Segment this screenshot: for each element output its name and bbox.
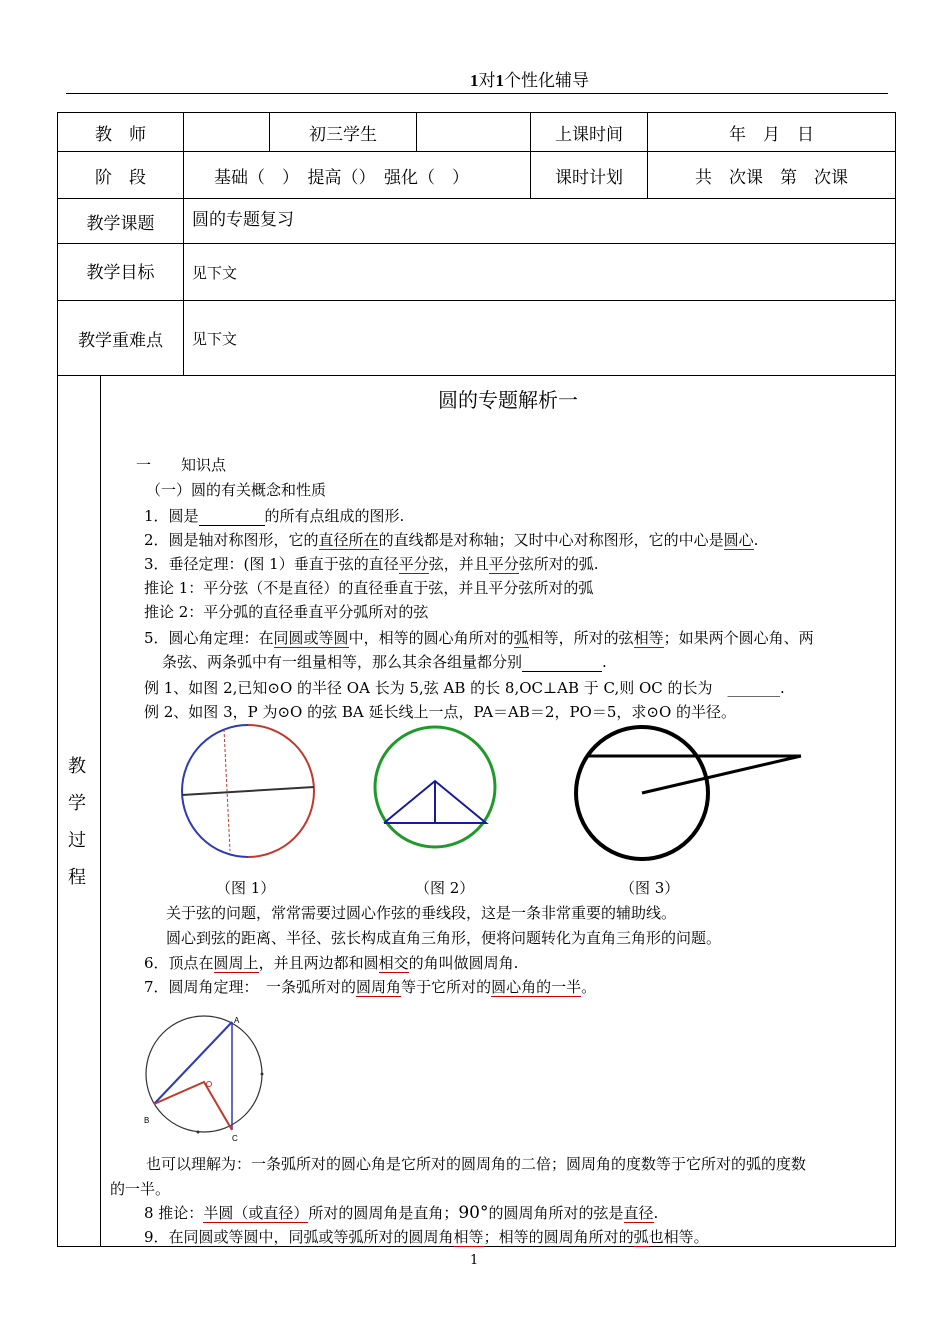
class-time-value: 年 月 日	[648, 113, 896, 152]
page-header	[470, 66, 589, 91]
lesson-table	[57, 112, 896, 1247]
item-6: 6．顶点在圆周上，并且两边都和圆相交的角叫做圆周角.	[144, 954, 519, 972]
process-divider	[100, 376, 101, 1246]
item-9: 9．在同圆或等圆中，同弧或等弧所对的圆周角相等；相等的圆周角所对的弧也相等。	[144, 1228, 709, 1246]
subsection-heading: 一 知识点	[136, 456, 227, 474]
figure-1	[178, 721, 318, 861]
fig4-label-a: A	[234, 1016, 240, 1025]
difficulty-value: 见下文	[184, 301, 896, 376]
header-num2: 1	[495, 71, 504, 90]
explanation-1: 也可以理解为：一条弧所对的圆心角是它所对的圆周角的二倍；圆周角的度数等于它所对的弧的度数	[146, 1155, 807, 1173]
corollary-1: 推论 1：平分弦（不是直径）的直径垂直于弦，并且平分弦所对的弧	[144, 579, 594, 597]
example-1: 例 1、如图 2,已知⊙O 的半径 OA 长为 5,弦 AB 的长 8,OC⊥AB 于 C,则 OC 的长为 _______.	[144, 679, 785, 697]
goal-value: 见下文	[184, 244, 896, 301]
header-mid: 对	[478, 71, 496, 91]
item-8: 8 推论：半圆（或直径）所对的圆周角是直角；90°的圆周角所对的弦是直径.	[144, 1203, 659, 1223]
page-number: 1	[470, 1253, 479, 1268]
section-title: 圆的专题解析一	[438, 388, 578, 412]
note-2: 圆心到弦的距离、半径、弦长构成直角三角形，便将问题转化为直角三角形的问题。	[166, 929, 722, 947]
blank-2	[522, 653, 602, 672]
stage-label: 阶 段	[58, 152, 184, 199]
example-2: 例 2、如图 3，P 为⊙O 的弦 BA 延长线上一点，PA＝AB＝2，PO＝5，求⊙O 的半径。	[144, 703, 737, 721]
item-2: 2．圆是轴对称图形，它的直径所在的直线都是对称轴；又时中心对称图形，它的中心是圆心.	[144, 531, 759, 549]
teacher-value[interactable]	[184, 113, 270, 152]
lesson-plan-value: 共 次课 第 次课	[648, 152, 896, 199]
goal-label: 教学目标	[58, 244, 184, 301]
fig4-label-b: B	[144, 1116, 150, 1125]
grade-label: 初三学生	[270, 113, 417, 152]
item-3: 3．垂径定理：(图 1）垂直于弦的直径平分弦，并且平分弦所对的弧.	[144, 555, 599, 573]
grade-value[interactable]	[417, 113, 531, 152]
blank-1	[199, 507, 265, 526]
header-rule	[66, 93, 888, 94]
difficulty-label: 教学重难点	[58, 301, 184, 376]
figure-4	[140, 1014, 270, 1142]
header-rest: 个性化辅导	[504, 71, 589, 91]
item-5: 5．圆心角定理：在同圆或等圆中，相等的圆心角所对的弧相等，所对的弦相等；如果两个圆心角、两	[144, 629, 814, 647]
caption-3: （图 3）	[620, 879, 680, 897]
note-1: 关于弦的问题，常常需要过圆心作弦的垂线段，这是一条非常重要的辅助线。	[166, 904, 677, 922]
topic-label: 教学课题	[58, 199, 184, 244]
explanation-2: 的一半。	[110, 1180, 171, 1198]
item-1: 1．圆是 的所有点组成的图形.	[144, 507, 405, 525]
lesson-plan-label: 课时计划	[531, 152, 648, 199]
stage-levels: 基础（ ） 提高（） 强化（ ）	[184, 152, 531, 199]
corollary-2: 推论 2：平分弧的直径垂直平分弧所对的弦	[144, 603, 429, 621]
header-num1: 1	[470, 71, 479, 90]
item-7: 7．圆周角定理： 一条弧所对的圆周角等于它所对的圆心角的一半。	[144, 978, 597, 996]
class-time-label: 上课时间	[531, 113, 648, 152]
caption-2: （图 2）	[415, 879, 475, 897]
caption-1: （图 1）	[216, 879, 276, 897]
fig4-label-c: C	[232, 1134, 238, 1142]
process-label: 教学过程	[68, 756, 86, 888]
item-5-cont: 条弦、两条弧中有一组量相等，那么其余各组量都分别 .	[162, 653, 607, 671]
process-cell	[58, 376, 896, 1247]
subsection-title: （一）圆的有关概念和性质	[146, 481, 327, 499]
figure-3	[573, 721, 803, 866]
topic-value: 圆的专题复习	[184, 199, 896, 244]
teacher-label: 教 师	[58, 113, 184, 152]
figure-2	[372, 721, 498, 853]
